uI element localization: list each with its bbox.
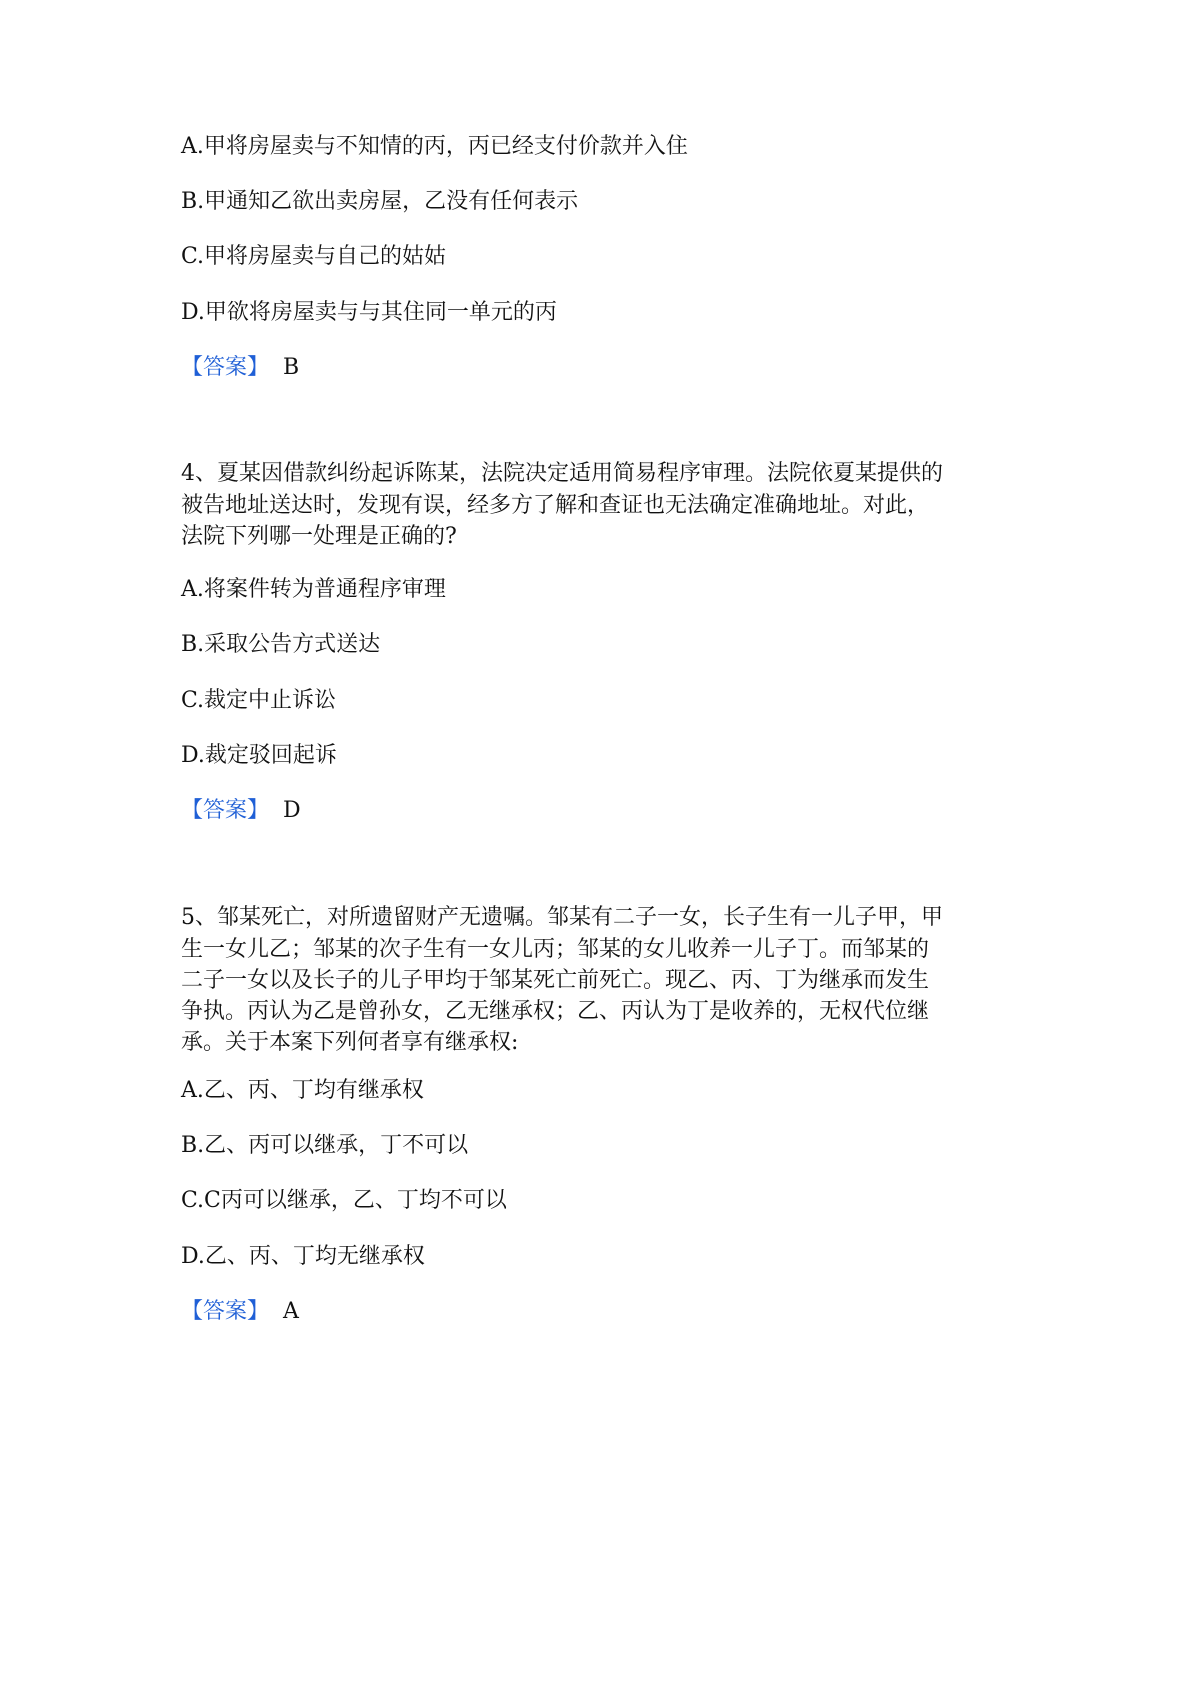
q3-answer-label: 【答案】: [181, 355, 270, 380]
q5-option-a: A.乙、丙、丁均有继承权: [181, 1078, 424, 1103]
q3-answer-value: B: [283, 355, 300, 380]
q3-option-a: A.甲将房屋卖与不知情的丙，丙已经支付价款并入住: [181, 134, 688, 159]
q3-option-b: B.甲通知乙欲出卖房屋，乙没有任何表示: [181, 189, 579, 214]
q5-answer-value: A: [283, 1299, 299, 1324]
q3-option-d: D.甲欲将房屋卖与与其住同一单元的丙: [181, 300, 557, 325]
q4-option-b: B.采取公告方式送达: [181, 632, 381, 657]
q4-stem-line-3: 法院下列哪一处理是正确的?: [181, 524, 457, 549]
q5-stem-line-3: 二子一女以及长子的儿子甲均于邹某死亡前死亡。现乙、丙、丁为继承而发生: [181, 968, 930, 993]
q5-option-d: D.乙、丙、丁均无继承权: [181, 1244, 425, 1269]
q4-option-d: D.裁定驳回起诉: [181, 743, 337, 768]
q5-option-b: B.乙、丙可以继承，丁不可以: [181, 1133, 469, 1158]
q5-stem-line-5: 承。关于本案下列何者享有继承权:: [181, 1030, 519, 1055]
q5-stem-line-2: 生一女儿乙；邹某的次子生有一女儿丙；邹某的女儿收养一儿子丁。而邹某的: [181, 937, 930, 962]
q5-answer: [181, 1296, 299, 1328]
q4-stem-line-1: 4、夏某因借款纠纷起诉陈某，法院决定适用简易程序审理。法院依夏某提供的: [181, 461, 943, 486]
q4-stem-line-2: 被告地址送达时，发现有误，经多方了解和查证也无法确定准确地址。对此，: [181, 493, 930, 518]
q5-stem-line-4: 争执。丙认为乙是曾孙女，乙无继承权；乙、丙认为丁是收养的，无权代位继: [181, 999, 930, 1024]
q4-option-a: A.将案件转为普通程序审理: [181, 577, 446, 602]
q5-option-c: C.C丙可以继承，乙、丁均不可以: [181, 1188, 507, 1213]
q4-answer-label: 【答案】: [181, 798, 270, 823]
q4-answer: [181, 795, 301, 827]
q4-option-c: C.裁定中止诉讼: [181, 688, 337, 713]
q3-option-c: C.甲将房屋卖与自己的姑姑: [181, 244, 447, 269]
q3-answer: [181, 352, 299, 384]
q4-answer-value: D: [283, 798, 301, 823]
q5-answer-label: 【答案】: [181, 1299, 270, 1324]
q5-stem-line-1: 5、邹某死亡，对所遗留财产无遗嘱。邹某有二子一女，长子生有一儿子甲，甲: [181, 905, 943, 930]
